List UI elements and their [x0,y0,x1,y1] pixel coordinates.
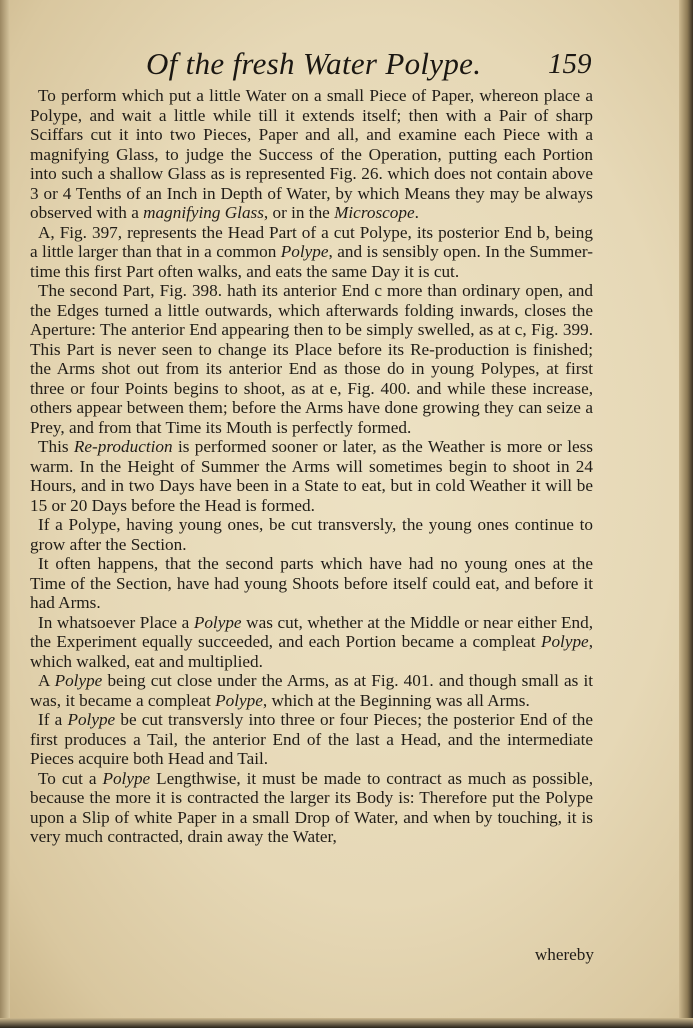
catchword: whereby [534,945,594,964]
text-run: , which at the Beginning was all Arms. [262,690,530,710]
text-run: being cut close under the Arms, as at Fig. 401. and though small as it was, it became a compleat [30,671,594,710]
italic-run: Polype [102,768,151,788]
text-run: A [38,671,55,690]
text-run: , which walked, eat and multiplied. [30,632,593,671]
paragraph [30,281,593,437]
text-run: , or in the [263,203,335,222]
text-run: If a [38,710,68,729]
running-title: Of the fresh Water Polype. [146,46,482,81]
text-run: If a Polype, having young ones, be cut transversly, the young ones continue to grow after the Section. [30,515,593,554]
page-bottom-edge [0,1018,693,1028]
italic-run: magnifying Glass [143,203,264,222]
paragraph [30,671,593,710]
italic-run: Microscope [334,203,415,222]
text-run: . [414,203,419,222]
italic-run: Polype [215,690,263,710]
text-run: , and is sensibly open. In the Summer-time this first Part often walks, and eats the same Day it is cut. [30,242,593,281]
text-run: was cut, whether at the Middle or near either End, the Experiment equally succeeded, and each Portion became a compleat [30,612,594,651]
text-run: is performed sooner or later, as the Weather is more or less warm. In the Height of Summer the Arms will sometimes begin to shoot in 24 Hours, and in two Days have been in a State to eat, but in cold Weather it will be 15 or 20 Days before the Head is formed. [30,437,593,515]
text-run: To cut a [38,768,103,788]
paragraph [30,769,593,847]
italic-run: Polype [540,632,589,651]
paragraph [30,515,593,554]
text-run: In whatsoever Place a [38,612,194,632]
text-run: The second Part, Fig. 398. hath its anterior End c more than ordinary open, and the Edges turned a little outwards, which afterwards folding inwards, closes the Aperture: The anterior End appearing then to be simply swelled, as at c, Fig. 399. This Part is never seen to change its Place before its Re-production is finished; the Arms shot out from its anterior End as those do in young Polypes, at first three or four Points begins to shoot, as at e, Fig. 400. and while these increase, others appear between them; before the Arms have done growing they can seize a Prey, and from that Time its Mouth is perfectly formed. [30,281,593,437]
text-run: This [38,437,74,456]
paragraph [30,437,593,515]
page-header [0,46,693,86]
paragraph [30,223,593,282]
paragraph [30,613,593,672]
page-right-edge [679,0,693,1028]
text-run: A, Fig. 397, represents the Head Part of a cut Polype, its posterior End b, being a little larger than that in a common [30,222,593,261]
italic-run: Polype [193,612,242,632]
body-text [30,86,593,847]
text-run: be cut transversly into three or four Pieces; the posterior End of the first produces a Tail, the anterior End of the last a Head, and the intermediate Pieces acquire both Head and Tail. [30,710,594,768]
paragraph [30,86,593,223]
paragraph [30,710,593,769]
text-run: It often happens, that the second parts which have had no young ones at the Time of the Section, have had young Shoots before itself could eat, and before it had Arms. [30,554,593,612]
italic-run: Polype [280,242,329,261]
page-number: 159 [548,48,592,80]
paragraph [30,554,593,613]
page-left-shadow [0,0,10,1028]
italic-run: Re-production [73,437,173,456]
text-run: To perform which put a little Water on a small Piece of Paper, whereon place a Polype, and wait a little while till it extends itself; then with a Pair of sharp Sciffars cut it into two Pieces, Paper and all, and examine each Piece with a magnifying Glass, to judge the Success of the Operation, putting each Portion into such a shallow Glass as is represented Fig. 26. which does not contain above 3 or 4 Tenths of an Inch in Depth of Water, by which Means they may be always observed with a [30,86,593,222]
italic-run: Polype [54,671,103,690]
italic-run: Polype [67,710,116,729]
text-run: Lengthwise, it must be made to contract as much as possible, because the more it is contracted the larger its Body is: Therefore put the Polype upon a Slip of white Paper in a small Drop of Water, and when by touching, it is very much contracted, drain away the Water, [30,768,593,846]
